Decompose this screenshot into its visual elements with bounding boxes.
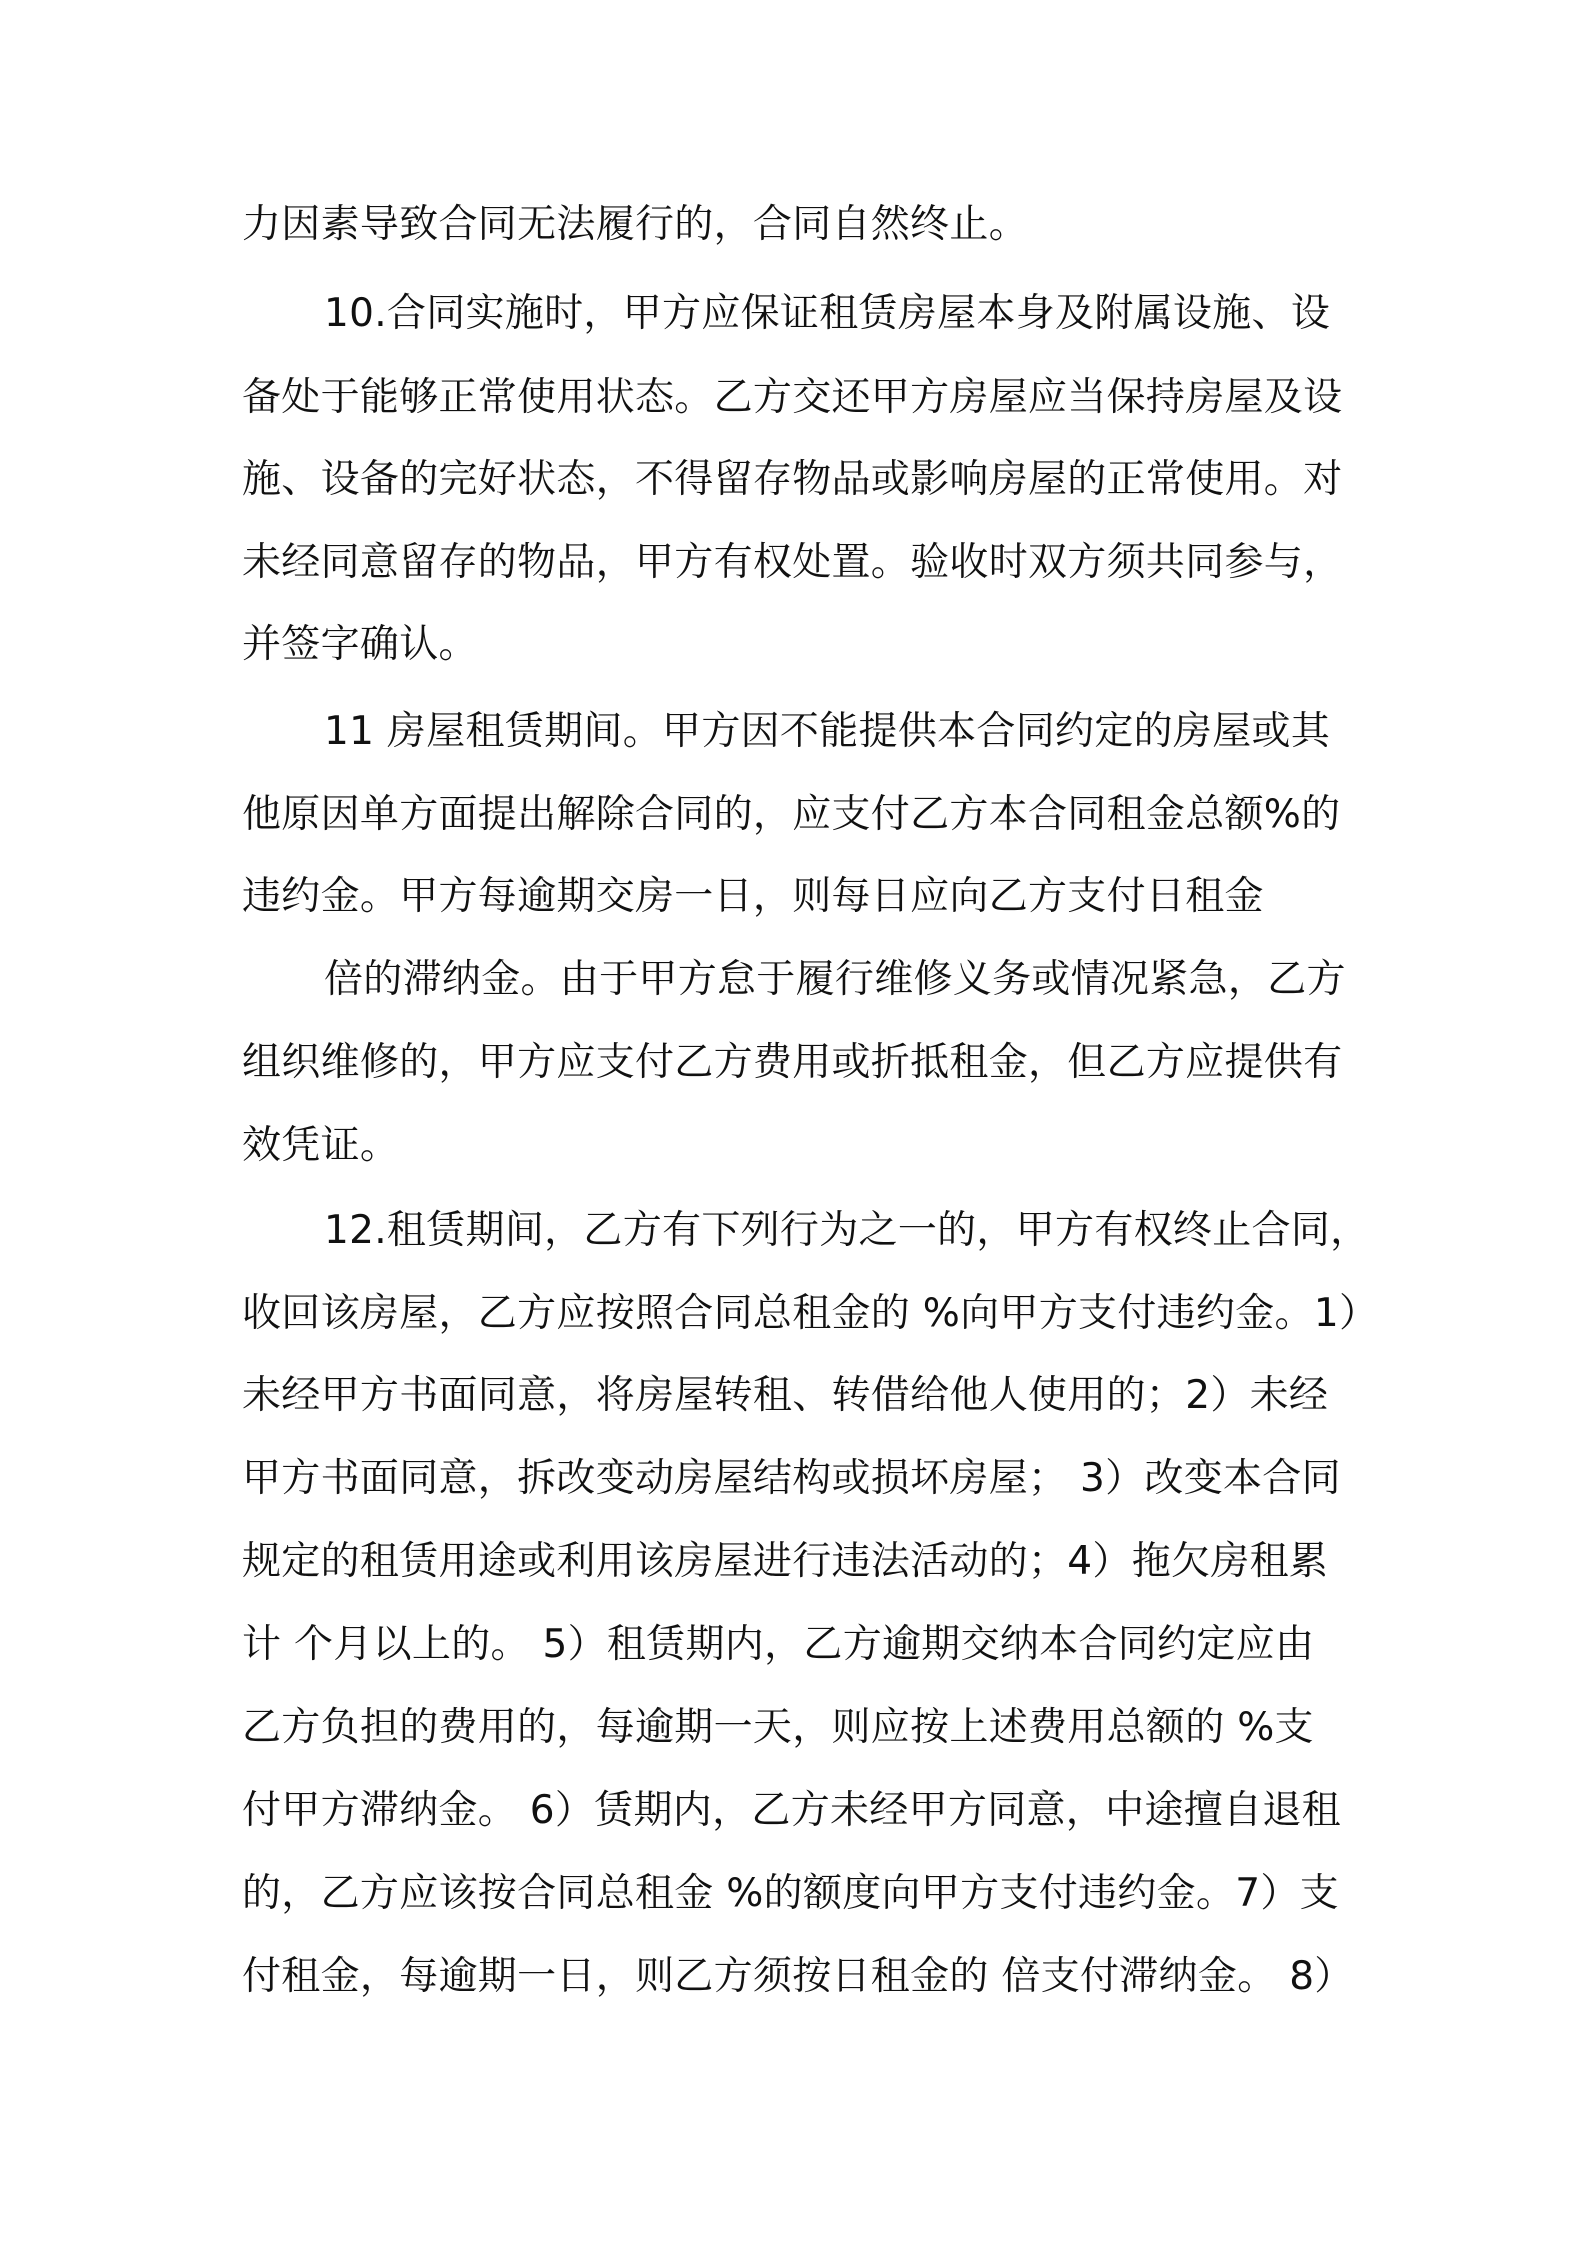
- text-line-12: 效凭证。: [242, 1123, 400, 1168]
- text-line-18: 计 个月以上的。 5）租赁期内，乙方逾期交纳本合同约定应由: [242, 1622, 1315, 1667]
- text-line-22: 付租金，每逾期一日，则乙方须按日租金的 倍支付滞纳金。 8）: [242, 1954, 1354, 1999]
- text-line-14: 收回该房屋，乙方应按照合同总租金的 %向甲方支付违约金。1）: [242, 1291, 1379, 1336]
- clause-10-first-line: 10.合同实施时，甲方应保证租赁房屋本身及附属设施、设: [324, 291, 1331, 336]
- text-line-3: 备处于能够正常使用状态。乙方交还甲方房屋应当保持房屋及设: [242, 375, 1343, 420]
- text-line-10: 倍的滞纳金。由于甲方怠于履行维修义务或情况紧急，乙方: [324, 957, 1346, 1002]
- text-line-5: 未经同意留存的物品，甲方有权处置。验收时双方须共同参与，: [242, 540, 1343, 585]
- text-line-16: 甲方书面同意，拆改变动房屋结构或损坏房屋； 3）改变本合同: [242, 1456, 1341, 1501]
- text-line-8: 他原因单方面提出解除合同的，应支付乙方本合同租金总额%的: [242, 792, 1341, 837]
- text-line-4: 施、设备的完好状态，不得留存物品或影响房屋的正常使用。对: [242, 457, 1343, 502]
- text-line-21: 的，乙方应该按合同总租金 %的额度向甲方支付违约金。7）支: [242, 1871, 1339, 1916]
- text-line-15: 未经甲方书面同意，将房屋转租、转借给他人使用的；2）未经: [242, 1373, 1329, 1418]
- text-line-6: 并签字确认。: [242, 622, 478, 667]
- clause-12-first-line: 12.租赁期间，乙方有下列行为之一的，甲方有权终止合同，: [324, 1208, 1370, 1253]
- text-line-1: 力因素导致合同无法履行的，合同自然终止。: [242, 202, 1029, 247]
- text-line-20: 付甲方滞纳金。 6）赁期内，乙方未经甲方同意，中途擅自退租: [242, 1788, 1341, 1833]
- clause-11-first-line: 11 房屋租赁期间。甲方因不能提供本合同约定的房屋或其: [324, 709, 1331, 754]
- text-line-9: 违约金。甲方每逾期交房一日，则每日应向乙方支付日租金: [242, 874, 1264, 919]
- text-line-17: 规定的租赁用途或利用该房屋进行违法活动的；4）拖欠房租累: [242, 1539, 1329, 1584]
- text-line-19: 乙方负担的费用的，每逾期一天，则应按上述费用总额的 %支: [242, 1705, 1314, 1750]
- text-line-11: 组织维修的，甲方应支付乙方费用或折抵租金，但乙方应提供有: [242, 1040, 1343, 1085]
